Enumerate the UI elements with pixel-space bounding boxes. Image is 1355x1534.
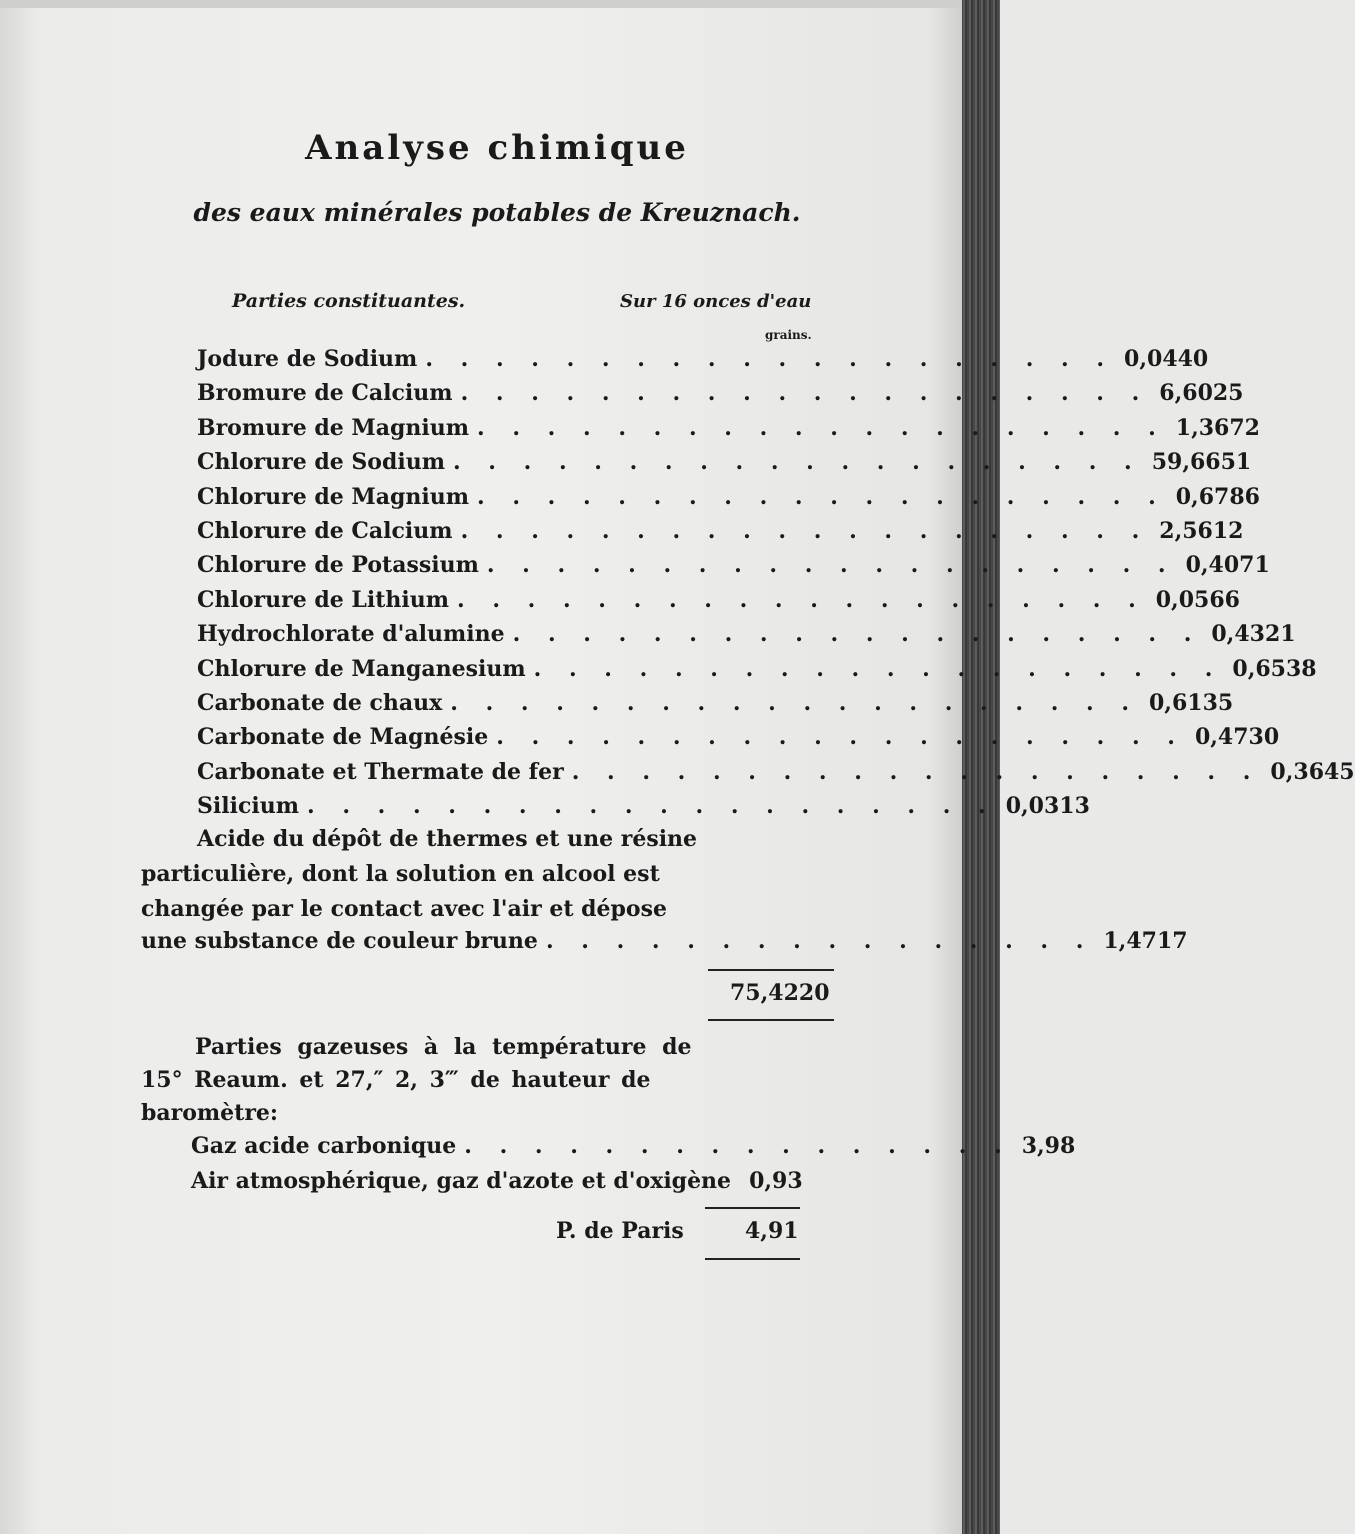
- constituent-name: Chlorure de Manganesium: [197, 655, 526, 682]
- total-value: 75,4220: [730, 980, 830, 1006]
- constituent-name: Chlorure de Calcium: [197, 518, 453, 544]
- constituent-value: 59,6651: [1151, 449, 1252, 476]
- leader-dots: . . . . . . . . . . . . . . . . . . . .: [496, 724, 1185, 751]
- constituent-value: 0,6538: [1232, 655, 1317, 682]
- acid-value: 1,4717: [1103, 928, 1188, 954]
- leader-dots: . . . . . . . . . . . . . . . . . . . .: [460, 380, 1150, 407]
- column-header-constituents: Parties constituantes.: [232, 290, 466, 312]
- gas-row: [191, 1168, 801, 1198]
- constituent-row: [197, 793, 1090, 823]
- gas-value: 0,93: [749, 1168, 803, 1194]
- constituent-name: Bromure de Magnium: [197, 414, 470, 441]
- sum-rule: [705, 1207, 800, 1209]
- leader-dots: . . . . . . . . . . . . . . . . . . . .: [450, 690, 1139, 716]
- constituent-row: [197, 724, 1280, 754]
- constituent-name: Jodure de Sodium: [197, 346, 418, 372]
- leader-dots: . . . . . . . . . . . . . . . . . . . .: [571, 758, 1261, 785]
- constituent-value: 0,6786: [1175, 483, 1260, 510]
- gas-label: Air atmosphérique, gaz d'azote et d'oxigène: [191, 1168, 732, 1194]
- sum-rule: [708, 969, 834, 971]
- acid-line: Acide du dépôt de thermes et une résine: [197, 826, 698, 852]
- constituent-value: 1,3672: [1175, 414, 1260, 441]
- constituent-name: Bromure de Calcium: [197, 380, 453, 407]
- constituent-row: [197, 483, 1260, 514]
- gas-total-value: 4,91: [745, 1218, 799, 1244]
- constituent-row: [197, 552, 1270, 582]
- constituent-value: 6,6025: [1159, 380, 1244, 407]
- constituent-name: Silicium: [197, 793, 299, 820]
- constituent-row: [197, 758, 1355, 789]
- constituent-name: Chlorure de Magnium: [197, 483, 470, 510]
- leader-dots: . . . . . . . . . . . . . . . . . . . .: [457, 586, 1146, 613]
- constituent-name: Chlorure de Sodium: [197, 449, 445, 476]
- leader-dots: . . . . . . . . . . . . . . . . . . . .: [512, 621, 1202, 648]
- sum-rule: [708, 1019, 834, 1021]
- page-title: Analyse chimique: [305, 128, 689, 168]
- leader-dots: . . . . . . . . . . . . . . . . . . . .: [425, 346, 1115, 372]
- constituent-row: [197, 449, 1252, 479]
- constituent-row: [197, 346, 1209, 376]
- gas-line: Parties gazeuses à la température de: [195, 1034, 692, 1060]
- leader-dots: . . . . . . . . . . . . . . . . . . . .: [477, 483, 1166, 510]
- constituent-value: 0,4321: [1211, 621, 1296, 648]
- column-header-quantity: Sur 16 onces d'eau: [620, 291, 812, 312]
- constituent-name: Chlorure de Lithium: [197, 586, 450, 613]
- gas-value: 3,98: [1021, 1133, 1076, 1159]
- constituent-row: [197, 380, 1244, 410]
- constituent-name: Hydrochlorate d'alumine: [197, 621, 505, 648]
- leader-dots: . . . . . . . . . . . . . . . .: [545, 928, 1094, 954]
- constituent-name: Carbonate de chaux: [197, 690, 443, 716]
- acid-row: [141, 928, 1188, 958]
- unit-label: grains.: [765, 328, 812, 342]
- constituent-row: [197, 586, 1240, 617]
- constituent-value: 2,5612: [1159, 518, 1244, 544]
- acid-line: changée par le contact avec l'air et dépose: [141, 896, 667, 922]
- leader-dots: . . . . . . . . . . . . . . . . . . . .: [460, 518, 1150, 544]
- constituent-value: 0,4730: [1194, 724, 1280, 751]
- gas-line: 15° Reaum. et 27,″ 2, 3‴ de hauteur de: [141, 1067, 651, 1093]
- constituent-value: 0,3645: [1270, 758, 1355, 785]
- constituent-value: 0,0313: [1005, 793, 1090, 820]
- gas-line: baromètre:: [141, 1100, 279, 1126]
- acid-line: particulière, dont la solution en alcool est: [141, 861, 660, 887]
- page-subtitle: des eaux minérales potables de Kreuznach.: [193, 198, 801, 227]
- leader-dots: . . . . . . . . . . . . . . . . . . . .: [477, 414, 1166, 441]
- constituent-row: [197, 518, 1244, 548]
- leader-dots: . . . . . . . . . . . . . . . . . . . .: [533, 655, 1223, 682]
- constituent-value: 0,4071: [1185, 552, 1270, 579]
- constituent-value: 0,0440: [1124, 346, 1209, 372]
- constituent-row: [197, 690, 1234, 720]
- gas-row: [191, 1133, 1076, 1163]
- constituent-name: Chlorure de Potassium: [197, 552, 479, 579]
- constituent-row: [197, 414, 1260, 445]
- leader-dots: . . . . . . . . . . . . . . . . . . . .: [307, 793, 996, 820]
- leader-dots: . . . . . . . . . . . . . . . . . . . .: [452, 449, 1142, 476]
- constituent-value: 0,0566: [1155, 586, 1240, 613]
- acid-label: une substance de couleur brune: [141, 928, 538, 954]
- constituent-name: Carbonate et Thermate de fer: [197, 758, 564, 785]
- gas-total-label: P. de Paris: [556, 1218, 684, 1244]
- constituent-value: 0,6135: [1149, 690, 1234, 716]
- gas-label: Gaz acide carbonique: [191, 1133, 457, 1159]
- constituent-row: [197, 621, 1296, 651]
- leader-dots: . . . . . . . . . . . . . . . .: [464, 1133, 1012, 1159]
- leader-dots: . . . . . . . . . . . . . . . . . . . .: [486, 552, 1176, 579]
- sum-rule: [705, 1258, 800, 1260]
- page-top-edge: [0, 0, 1000, 8]
- constituent-name: Carbonate de Magnésie: [197, 724, 489, 751]
- constituent-row: [197, 655, 1317, 686]
